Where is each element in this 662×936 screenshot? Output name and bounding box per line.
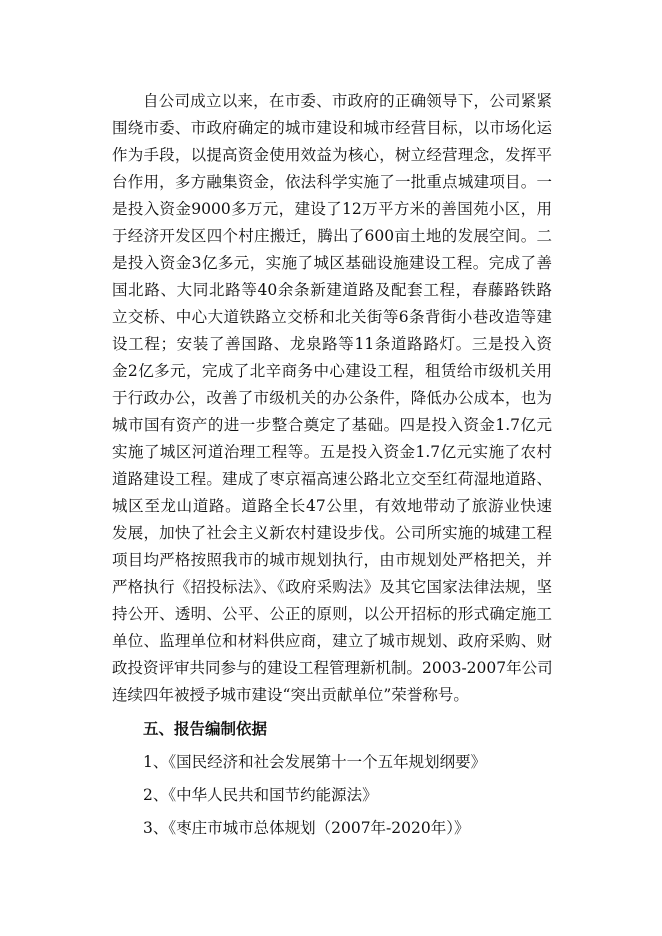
- paragraph-line: 台作用，多方融集资金，依法科学实施了一批重点城建项目。一: [112, 173, 552, 191]
- paragraph-line: 单位、监理单位和材料供应商，建立了城市规划、政府采购、财: [112, 632, 552, 650]
- paragraph-line: 连续四年被授予城市建设“突出贡献单位”荣誉称号。: [112, 686, 469, 704]
- list-item: 1、《国民经济和社会发展第十一个五年规划纲要》: [143, 753, 487, 771]
- paragraph-line: 围绕市委、市政府确定的城市建设和城市经营目标，以市场化运: [112, 119, 552, 137]
- list-item: 2、《中华人民共和国节约能源法》: [143, 786, 378, 804]
- paragraph-line: 国北路、大同北路等40余条新建道路及配套工程，春藤路铁路: [112, 281, 552, 299]
- paragraph-line: 发展，加快了社会主义新农村建设步伐。公司所实施的城建工程: [112, 524, 552, 542]
- paragraph-line: 城市国有资产的进一步整合奠定了基础。四是投入资金1.7亿元: [112, 416, 552, 434]
- paragraph-line: 是投入资金3亿多元，实施了城区基础设施建设工程。完成了善: [112, 254, 552, 272]
- paragraph-line: 作为手段，以提高资金使用效益为核心，树立经营理念，发挥平: [112, 146, 552, 164]
- list-item: 3、《枣庄市城市总体规划（2007年-2020年）》: [143, 819, 470, 837]
- paragraph-line: 立交桥、中心大道铁路立交桥和北关街等6条背街小巷改造等建: [112, 308, 552, 326]
- paragraph-line: 项目均严格按照我市的城市规划执行，由市规划处严格把关，并: [112, 551, 552, 569]
- section-heading: 五、报告编制依据: [143, 719, 268, 738]
- paragraph-line: 是投入资金9000多万元，建设了12万平方米的善国苑小区，用: [112, 200, 552, 218]
- paragraph-line: 道路建设工程。建成了枣京福高速公路北立交至红荷湿地道路、: [112, 470, 552, 488]
- paragraph-line: 实施了城区河道治理工程等。五是投入资金1.7亿元实施了农村: [112, 443, 552, 461]
- paragraph-line: 金2亿多元，完成了北辛商务中心建设工程，租赁给市级机关用: [112, 362, 552, 380]
- paragraph-line: 于行政办公，改善了市级机关的办公条件，降低办公成本，也为: [112, 389, 552, 407]
- paragraph-line: 政投资评审共同参与的建设工程管理新机制。2003-2007年公司: [112, 659, 553, 677]
- paragraph-line: 设工程；安装了善国路、龙泉路等11条道路路灯。三是投入资: [112, 335, 552, 353]
- paragraph-line: 自公司成立以来，在市委、市政府的正确领导下，公司紧紧: [143, 92, 552, 110]
- paragraph-line: 持公开、透明、公平、公正的原则，以公开招标的形式确定施工: [112, 605, 552, 623]
- paragraph-line: 严格执行《招投标法》、《政府采购法》及其它国家法律法规，坚: [112, 578, 552, 596]
- paragraph-line: 于经济开发区四个村庄搬迁，腾出了600亩土地的发展空间。二: [112, 227, 552, 245]
- paragraph-line: 城区至龙山道路。道路全长47公里，有效地带动了旅游业快速: [112, 497, 552, 515]
